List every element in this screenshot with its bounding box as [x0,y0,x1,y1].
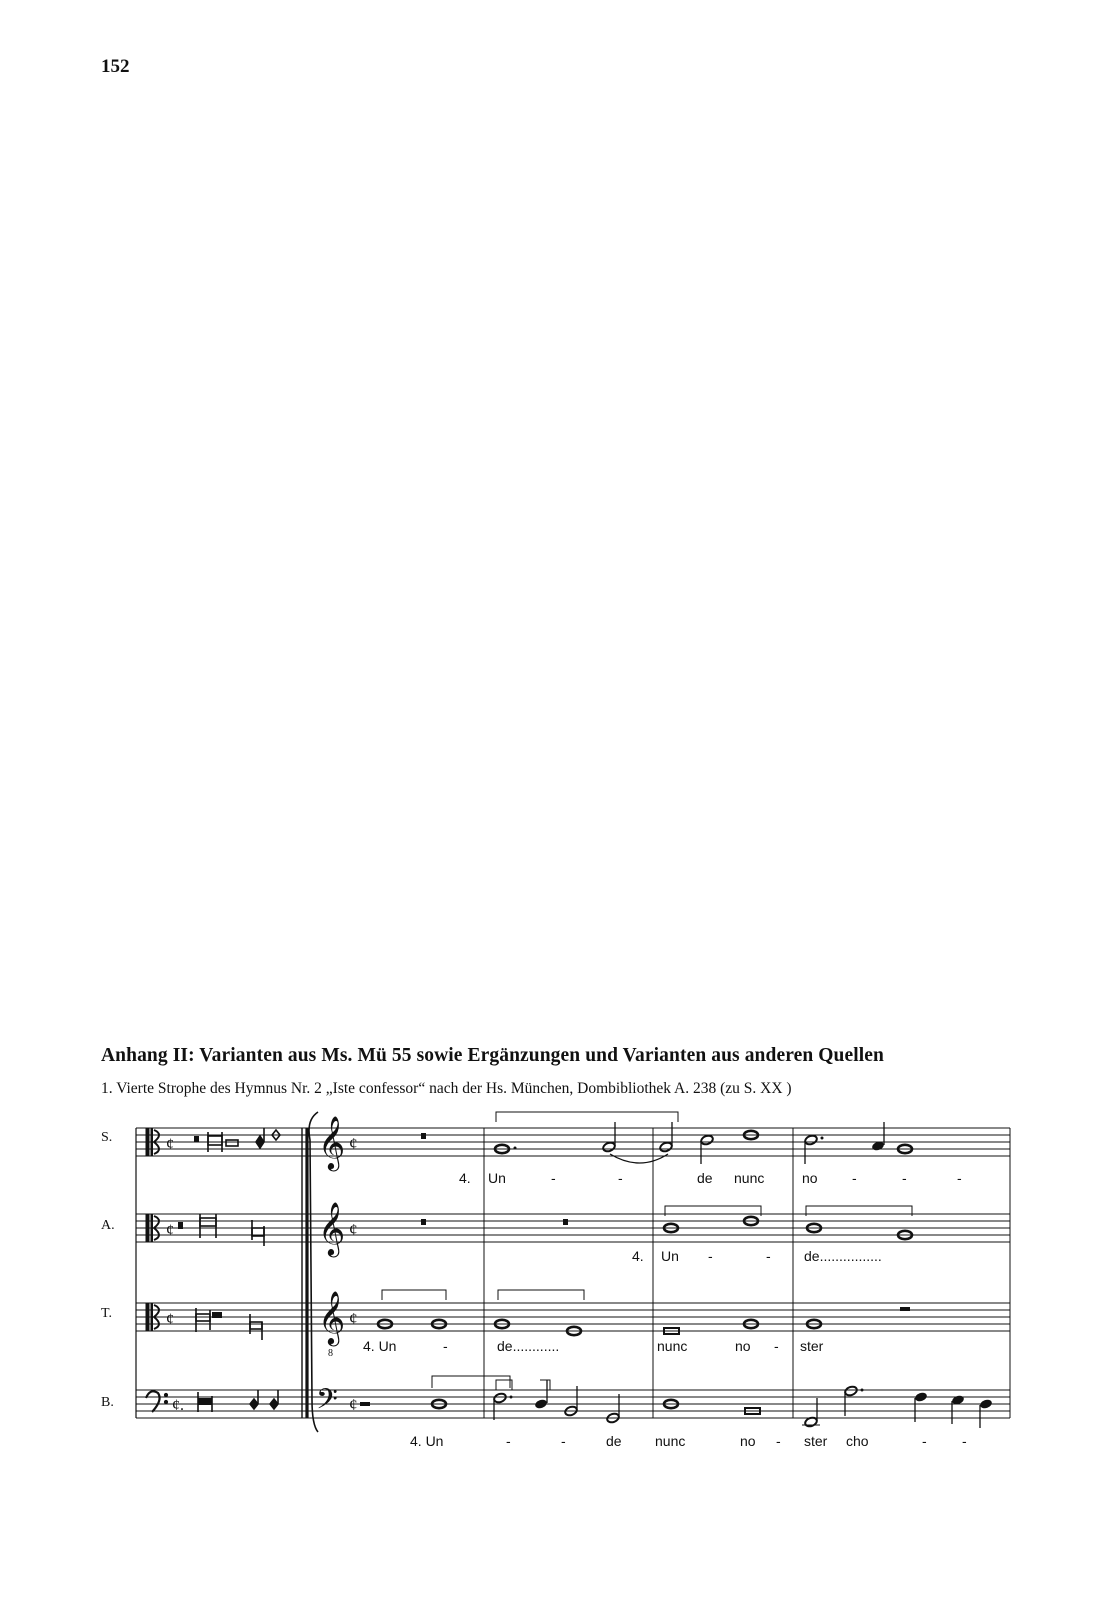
lyric-syllable: 4. [459,1170,471,1186]
staff-alto [136,1214,1010,1242]
voice-label-bass: B. [101,1395,114,1410]
lyric-syllable: 4. Un [363,1338,397,1354]
lyric-syllable: ster [804,1433,828,1449]
appendix-title: Anhang II: Varianten aus Ms. Mü 55 sowie Ergänzungen und Varianten aus anderen Quellen [101,1045,884,1066]
svg-text:𝄞: 𝄞 [318,1290,346,1344]
voice-label-alto: A. [101,1218,115,1233]
lyric-syllable: de............ [497,1338,560,1354]
svg-text:¢: ¢ [166,1311,174,1328]
lyric-syllable: - [443,1338,448,1354]
notes-tenor [378,1290,910,1335]
svg-text:𝄞: 𝄞 [318,1115,346,1169]
lyric-syllable: no [735,1338,751,1354]
svg-text:¢: ¢ [349,1134,358,1153]
svg-text:¢: ¢ [349,1309,358,1328]
lyric-syllable: Un [661,1248,679,1264]
lyric-syllable: - [766,1248,771,1264]
lyric-syllable: cho [846,1433,869,1449]
lyric-syllable: - [774,1338,779,1354]
lyric-syllable: 4. Un [410,1433,444,1449]
lyric-syllable: nunc [657,1338,688,1354]
notes-bass [360,1376,993,1428]
incipit-notes [166,1128,280,1414]
lyric-syllable: - [618,1170,623,1186]
lyric-syllable: - [708,1248,713,1264]
lyric-syllable: - [852,1170,857,1186]
lyric-syllable: de [606,1433,622,1449]
lyric-syllable: - [902,1170,907,1186]
voice-label-soprano: S. [101,1130,113,1145]
lyrics-soprano [459,1170,962,1186]
lyric-syllable: nunc [655,1433,686,1449]
lyric-syllable: - [551,1170,556,1186]
lyric-syllable: de................ [804,1248,882,1264]
svg-text:¢: ¢ [166,1136,174,1153]
lyric-syllable: Un [488,1170,506,1186]
lyric-syllable: ster [800,1338,824,1354]
voice-label-tenor: T. [101,1306,113,1321]
lyric-syllable: - [922,1433,927,1449]
page-number: 152 [101,56,130,77]
lyric-syllable: 4. [632,1248,644,1264]
svg-text:𝄞: 𝄞 [318,1201,346,1255]
svg-text:𝄢: 𝄢 [316,1383,338,1423]
svg-text:8: 8 [328,1348,333,1359]
svg-text:¢.: ¢. [172,1397,184,1414]
barlines [136,1112,1010,1432]
lyrics-tenor [363,1338,824,1354]
lyric-syllable: - [776,1433,781,1449]
lyric-syllable: - [506,1433,511,1449]
notes-alto [421,1206,912,1239]
lyric-syllable: - [962,1433,967,1449]
lyric-syllable: nunc [734,1170,765,1186]
incipit-clefs [146,1128,168,1412]
lyric-syllable: no [802,1170,818,1186]
svg-text:¢: ¢ [166,1222,174,1239]
lyric-syllable: de [697,1170,713,1186]
lyric-syllable: no [740,1433,756,1449]
appendix-subtitle: 1. Vierte Strophe des Hymnus Nr. 2 „Iste confessor“ nach der Hs. München, Dombibliothek A. 238 (zu S. XX ) [101,1080,792,1097]
lyric-syllable: - [957,1170,962,1186]
svg-text:¢: ¢ [349,1220,358,1239]
lyrics-alto [632,1248,882,1264]
lyrics-bass [410,1433,967,1449]
svg-text:¢: ¢ [349,1395,358,1414]
modern-clefs [316,1115,358,1423]
lyric-syllable: - [561,1433,566,1449]
